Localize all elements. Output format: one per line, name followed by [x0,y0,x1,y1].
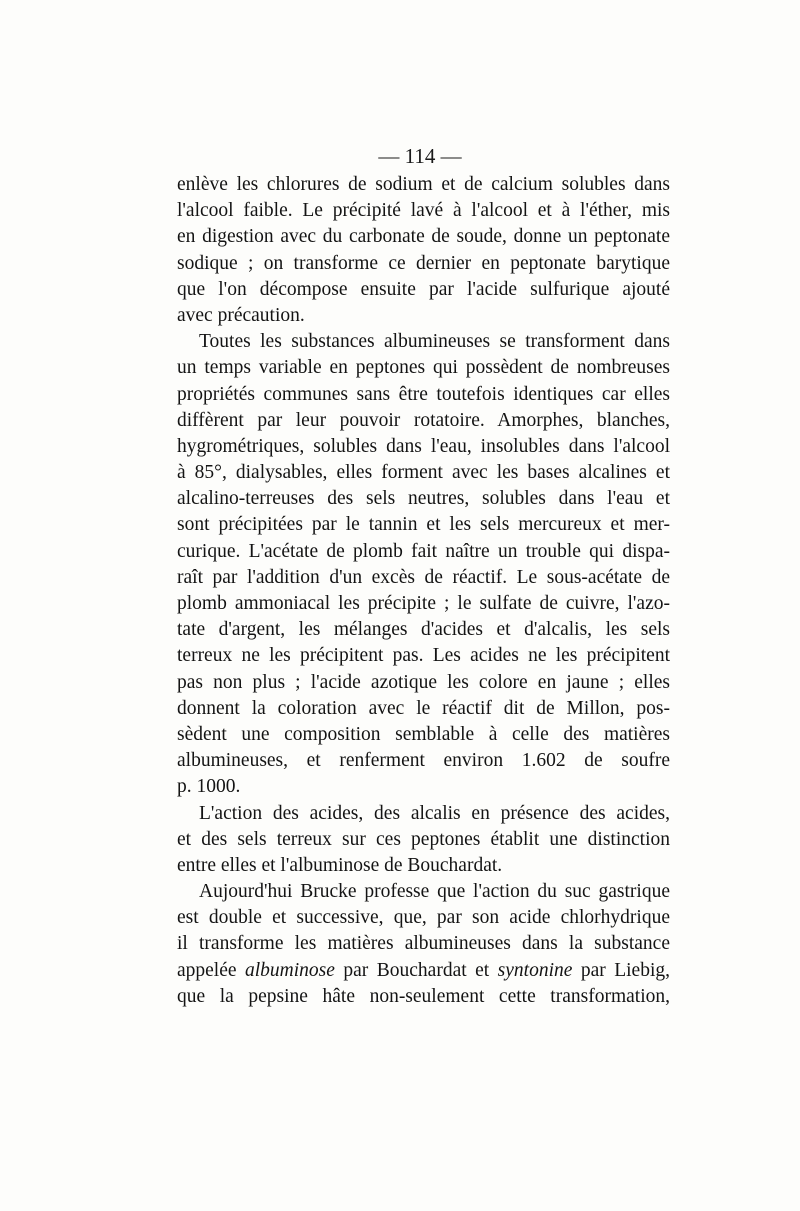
text-line: avec précaution. [177,304,305,326]
text-line: tate d'argent, les mélanges d'acides et d'alcalis, les sels [177,619,670,641]
term-albuminose: albuminose [245,959,335,981]
text-line: l'alcool faible. Le précipité lavé à l'alcool et à l'éther, mis [177,200,670,222]
paragraph-3 [177,801,670,880]
text-line: à 85°, dialysables, elles forment avec les bases alcalines et [177,462,670,484]
text-line: est double et successive, que, par son acide chlorhydrique [177,907,670,929]
text-line: terreux ne les précipitent pas. Les acides ne les précipitent [177,645,670,667]
text-line: p. 1000. [177,776,241,798]
text-line: il transforme les matières albumineuses dans la substance [177,933,670,955]
text-line: diffèrent par leur pouvoir rotatoire. Amorphes, blanches, [177,409,670,431]
text-line: raît par l'addition d'un excès de réactif. Le sous-acétate de [177,566,670,588]
text-line: albumineuses, et renferment environ 1.602 de soufre [177,750,670,772]
term-syntonine: syntonine [497,959,573,981]
text-line: propriétés communes sans être toutefois identiques car elles [177,383,670,405]
text-line: Aujourd'hui Brucke professe que l'action du suc gastrique [199,881,670,903]
text-line: en digestion avec du carbonate de soude, donne un peptonate [177,226,670,248]
text-line: hygrométriques, solubles dans l'eau, insolubles dans l'alcool [177,435,670,457]
text-line: pas non plus ; l'acide azotique les colore en jaune ; elles [177,671,670,693]
text-line: curique. L'acétate de plomb fait naître un trouble qui dispa- [177,540,670,562]
paragraph-1 [177,172,670,329]
text-line: L'action des acides, des alcalis en présence des acides, [199,802,670,824]
text-fragment: par Liebig, [572,959,670,981]
text-fragment: appelée [177,959,246,981]
text-line: entre elles et l'albuminose de Bouchardat. [177,854,503,876]
text-line: Toutes les substances albumineuses se transforment dans [199,331,670,353]
text-line: que l'on décompose ensuite par l'acide sulfurique ajouté [177,278,670,300]
page-number: — 114 — [378,144,462,168]
text-line: enlève les chlorures de sodium et de calcium solubles dans [177,174,670,195]
text-line: plomb ammoniacal les précipite ; le sulfate de cuivre, l'azo- [177,593,670,614]
text-line: alcalino-terreuses des sels neutres, solubles dans l'eau et [177,488,670,510]
text-line: et des sels terreux sur ces peptones établit une distinction [177,828,670,850]
body-text [177,172,670,1010]
text-line: sèdent une composition semblable à celle des matières [177,723,670,745]
text-line: donnent la coloration avec le réactif dit de Millon, pos- [177,697,670,719]
text-line: que la pepsine hâte non-seulement cette transformation, [177,985,670,1007]
paragraph-2 [177,329,670,800]
text-line: sont précipitées par le tannin et les sels mercureux et mer- [177,514,670,536]
text-line: un temps variable en peptones qui possèdent de nombreuses [177,357,670,379]
text-line: sodique ; on transforme ce dernier en peptonate barytique [177,252,670,274]
paragraph-4 [177,879,670,1010]
text-fragment: par Bouchardat et [334,959,498,981]
text-line-with-terms [177,958,670,984]
